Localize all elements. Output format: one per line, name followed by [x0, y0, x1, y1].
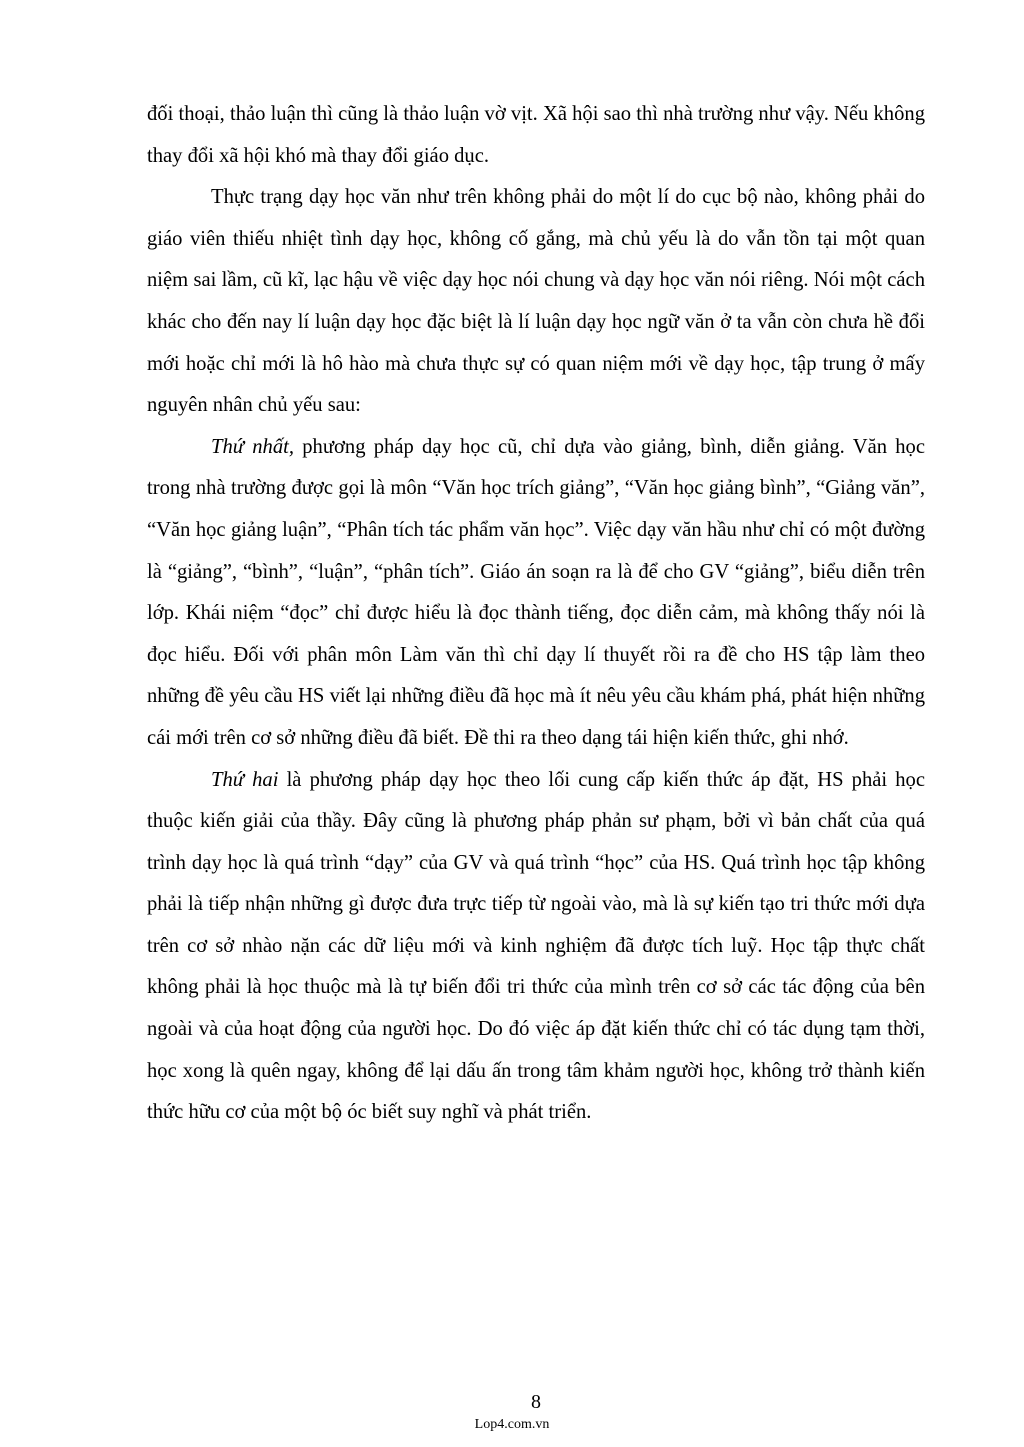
footer-source: Lop4.com.vn: [474, 1417, 550, 1432]
paragraph-3-lead: Thứ nhất,: [211, 435, 294, 458]
paragraph-1: đối thoại, thảo luận thì cũng là thảo luận vờ vịt. Xã hội sao thì nhà trường như vậy. Nếu không thay đổi xã hội khó mà thay đổi giáo dục.: [147, 103, 925, 167]
paragraph-2: Thực trạng dạy học văn như trên không phải do một lí do cục bộ nào, không phải do giáo viên thiếu nhiệt tình dạy học, không cố gắng, mà chủ yếu là do vẫn tồn tại một quan niệm sai lầm, cũ kĩ, lạc hậu về việc dạy học nói chung và dạy học văn nói riêng. Nói một cách khác cho đến nay lí luận dạy học đặc biệt là lí luận dạy học ngữ văn ở ta vẫn còn chưa hề đổi mới hoặc chỉ mới là hô hào mà chưa thực sự có quan niệm mới về dạy học, tập trung ở mấy nguyên nhân chủ yếu sau:: [147, 186, 925, 417]
body-text: [147, 94, 925, 1134]
paragraph-3: [147, 427, 925, 760]
page-number: 8: [531, 1391, 541, 1413]
paragraph-4: [147, 760, 925, 1134]
paragraph-3-body: phương pháp dạy học cũ, chỉ dựa vào giảng, bình, diễn giảng. Văn học trong nhà trường được gọi là môn “Văn học trích giảng”, “Văn học giảng bình”, “Giảng văn”, “Văn học giảng luận”, “Phân tích tác phẩm văn học”. Việc dạy văn hầu như chỉ có một đường là “giảng”, “bình”, “luận”, “phân tích”. Giáo án soạn ra là để cho GV “giảng”, biểu diễn trên lớp. Khái niệm “đọc” chỉ được hiểu là đọc thành tiếng, đọc diễn cảm, mà không thấy nói là đọc hiểu. Đối với phân môn Làm văn thì chỉ dạy lí thuyết rồi ra đề cho HS tập làm theo những đề yêu cầu HS viết lại những điều đã học mà ít nêu yêu cầu khám phá, phát hiện những cái mới trên cơ sở những điều đã biết. Đề thi ra theo dạng tái hiện kiến thức, ghi nhớ.: [147, 435, 925, 749]
paragraph-4-lead: Thứ hai: [211, 768, 279, 791]
paragraph-4-body: là phương pháp dạy học theo lối cung cấp kiến thức áp đặt, HS phải học thuộc kiến giải của thầy. Đây cũng là phương pháp phản sư phạm, bởi vì bản chất của quá trình dạy học là quá trình “dạy” của GV và quá trình “học” của HS. Quá trình học tập không phải là tiếp nhận những gì được đưa trực tiếp từ ngoài vào, mà là sự kiến tạo tri thức mới dựa trên cơ sở nhào nặn các dữ liệu mới và kinh nghiệm đã được tích luỹ. Học tập thực chất không phải là học thuộc mà là tự biến đổi tri thức của mình trên cơ sở các tác động của bên ngoài và của hoạt động của người học. Do đó việc áp đặt kiến thức chỉ có tác dụng tạm thời, học xong là quên ngay, không để lại dấu ấn trong tâm khảm người học, không trở thành kiến thức hữu cơ của một bộ óc biết suy nghĩ và phát triển.: [147, 768, 925, 1124]
